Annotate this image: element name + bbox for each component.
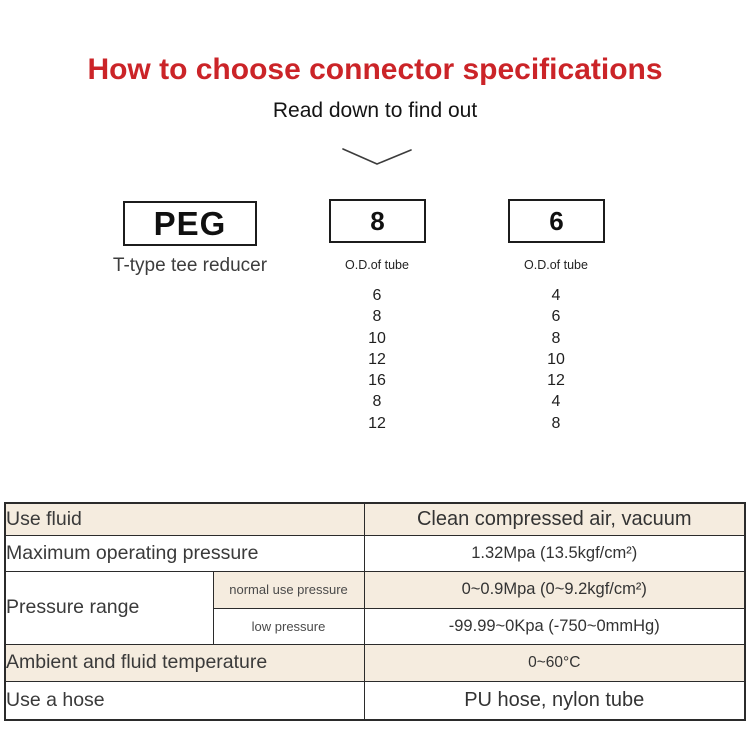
spec-row-use-fluid — [5, 503, 745, 535]
tube-size-option: 4 — [551, 287, 561, 304]
tube-size-box-2 — [508, 199, 605, 243]
tube-size-option: 8 — [372, 308, 382, 326]
chevron-down-icon — [339, 143, 415, 169]
tube-size-option: 12 — [368, 414, 386, 432]
spec-label-ambient-temp: Ambient and fluid temperature — [5, 644, 364, 681]
spec-row-ambient-temp — [5, 644, 745, 681]
spec-row-pressure-normal — [5, 571, 745, 608]
spec-sublabel-low-pressure: low pressure — [213, 608, 364, 644]
tube-size-label-1: O.D.of tube — [345, 258, 409, 272]
tube-size-option: 16 — [368, 372, 386, 390]
tube-size-code-1: 8 — [370, 205, 385, 236]
tube-size-option: 6 — [551, 308, 561, 326]
tube-size-option: 8 — [551, 329, 561, 347]
tube-size-code-2: 6 — [549, 205, 564, 236]
tube-size-option: 10 — [547, 350, 565, 368]
spec-label-pressure-range: Pressure range — [5, 571, 213, 644]
model-code-box — [123, 201, 257, 246]
page-subtitle: Read down to find out — [272, 99, 478, 122]
tube-size-column-1 — [346, 285, 408, 434]
spec-value-max-pressure: 1.32Mpa (13.5kgf/cm²) — [364, 535, 745, 571]
tube-size-option: 6 — [372, 287, 382, 304]
tube-size-option: 8 — [372, 393, 382, 411]
model-code-label: T-type tee reducer — [112, 255, 268, 276]
tube-size-label-2: O.D.of tube — [524, 258, 588, 272]
tube-size-option: 12 — [368, 350, 386, 368]
tube-size-option: 4 — [551, 393, 561, 411]
spec-label-use-fluid: Use fluid — [5, 503, 364, 535]
spec-value-hose: PU hose, nylon tube — [364, 681, 745, 720]
tube-size-column-2 — [525, 285, 587, 434]
tube-size-option: 8 — [551, 414, 561, 432]
spec-value-normal-pressure: 0~0.9Mpa (0~9.2kgf/cm²) — [364, 571, 745, 608]
model-code: PEG — [153, 204, 227, 242]
spec-sublabel-normal-pressure: normal use pressure — [213, 571, 364, 608]
spec-value-ambient-temp: 0~60°C — [364, 644, 745, 681]
spec-row-max-pressure — [5, 535, 745, 571]
spec-table — [4, 502, 746, 721]
tube-size-box-1 — [329, 199, 426, 243]
tube-size-option: 10 — [368, 329, 386, 347]
spec-row-hose — [5, 681, 745, 720]
spec-value-low-pressure: -99.99~0Kpa (-750~0mmHg) — [364, 608, 745, 644]
spec-value-use-fluid: Clean compressed air, vacuum — [364, 503, 745, 535]
spec-label-max-pressure: Maximum operating pressure — [5, 535, 364, 571]
tube-size-option: 12 — [547, 372, 565, 390]
spec-label-hose: Use a hose — [5, 681, 364, 720]
page-title: How to choose connector specifications — [87, 53, 663, 86]
